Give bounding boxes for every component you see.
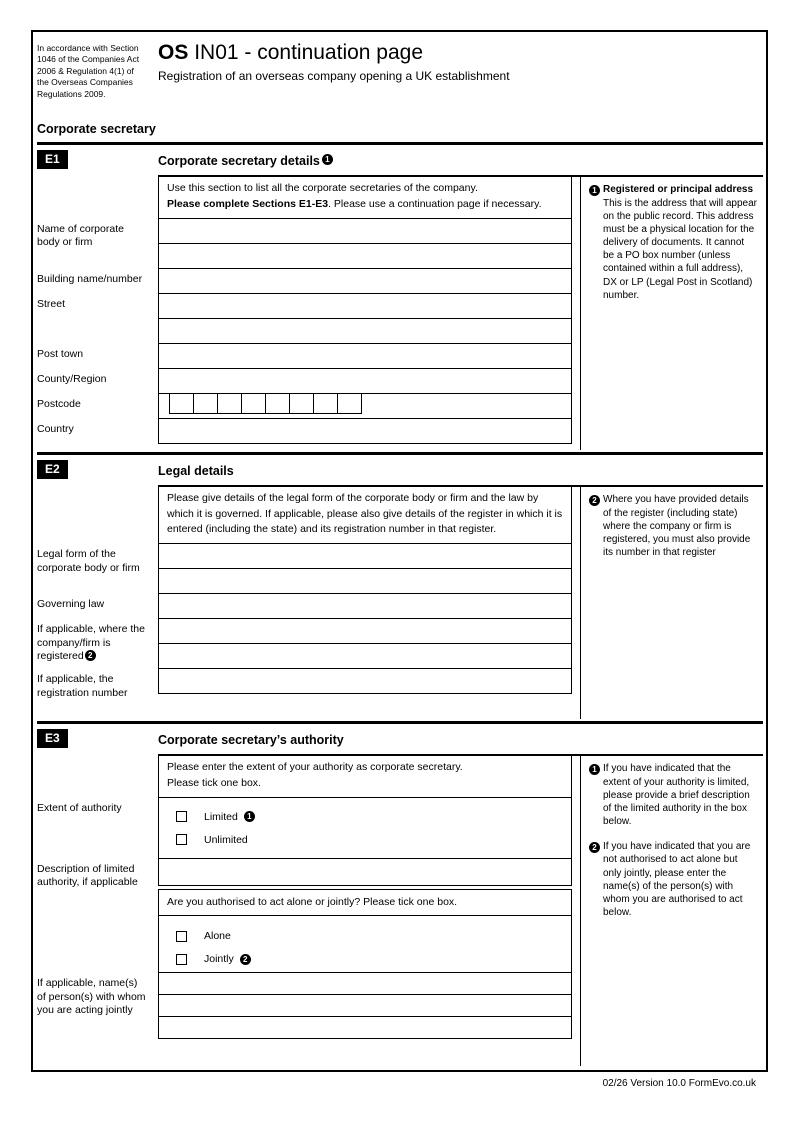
corporate-body-name-label: Name of corporate body or firm [37,222,124,249]
postcode-cell-8[interactable] [337,393,362,414]
unlimited-checkbox[interactable] [176,834,187,845]
note-1-marker-icon: 1 [322,154,333,165]
country-input[interactable] [158,418,572,444]
e1-intro-line1: Use this section to list all the corporate secretaries of the company. [167,182,478,195]
e3-sidenote [580,756,763,1066]
registration-number-row [37,668,572,700]
e1-header [37,149,763,177]
e2-badge: E2 [37,460,68,479]
postcode-cell-7[interactable] [313,393,338,414]
section-divider [37,452,763,455]
jointly-checkbox[interactable] [176,954,187,965]
section-e3 [37,728,763,1066]
joint-names-input-line-2[interactable] [158,994,572,1017]
page-heading: Corporate secretary [37,122,156,137]
title-block [158,40,763,100]
e1-intro-rest: . Please use a continuation page if necessary. [328,197,542,210]
post-town-row [37,343,572,369]
alone-or-jointly-question: Are you authorised to act alone or jointly? Please tick one box. [158,889,572,916]
e2-sidenote [580,487,763,719]
note-2-icon: 2 [589,842,600,853]
note-2-icon: 2 [589,495,600,506]
e3-badge: E3 [37,729,68,748]
alone-or-jointly-options-box [158,915,572,973]
unlimited-label: Unlimited [204,833,248,846]
e1-fields [37,177,572,450]
country-row [37,418,572,444]
legal-form-label: Legal form of the corporate body or firm [37,548,140,574]
street-input-line-1[interactable] [158,293,572,319]
street-input-line-2[interactable] [158,318,572,344]
form-title [158,41,763,65]
e3-note1-body: If you have indicated that the extent of your authority is limited, please provide a brief description of the limited authority in the box below. [603,763,750,828]
e2-title: Legal details [158,464,234,479]
alone-checkbox[interactable] [176,931,187,942]
governing-law-row [37,593,572,619]
e3-intro-line2: Please tick one box. [167,776,261,789]
e1-sidenote [580,177,763,450]
street-row [37,293,572,344]
form-header [37,32,763,100]
postcode-field [158,393,572,419]
alone-label: Alone [204,930,231,943]
e1-badge: E1 [37,150,68,169]
where-registered-row [37,618,572,669]
footer-version-text: 02/26 Version 10.0 FormEvo.co.uk [602,1078,756,1089]
note-2-marker-icon: 2 [85,650,96,661]
limited-authority-description-label: Description of limited authority, if applicable [37,862,138,889]
note-1-icon: 1 [589,185,600,196]
county-input[interactable] [158,368,572,394]
legal-form-input-line-2[interactable] [158,568,572,594]
post-town-input[interactable] [158,343,572,369]
joint-names-row [37,972,572,1039]
limited-label: Limited [204,810,238,823]
limited-authority-description-input[interactable] [158,858,572,886]
note-1-icon: 1 [589,764,600,775]
section-divider [37,142,763,145]
section-e2 [37,459,763,719]
e3-note2-body: If you have indicated that you are not authorised to act alone but only jointly, please enter the name(s) of the person(s) with whom you are authorised to act below. [603,841,751,919]
where-registered-label: If applicable, where the company/firm is registered 2 [37,623,145,663]
governing-law-label: Governing law [37,598,105,610]
legal-form-row [37,543,572,594]
building-row [37,268,572,294]
legal-form-input-line-1[interactable] [158,543,572,569]
form-subtitle: Registration of an overseas company opening a UK establishment [158,69,510,83]
postcode-label: Postcode [37,397,81,410]
note-2-marker-icon: 2 [240,954,251,965]
e1-note-body: This is the address that will appear on the public record. This address must be a physical location for the delivery of documents. It cannot be a PO box number (unless contained within a full address), DX or LP (Legal Post in Scotland) number. [603,197,757,301]
postcode-cell-6[interactable] [289,393,314,414]
postcode-cell-2[interactable] [193,393,218,414]
e1-title: Corporate secretary details [158,154,320,169]
extent-of-authority-label: Extent of authority [37,801,122,814]
joint-names-input-line-1[interactable] [158,972,572,995]
post-town-label: Post town [37,347,84,360]
section-e1 [37,149,763,450]
extent-of-authority-row [37,797,572,859]
county-label: County/Region [37,372,107,385]
note-1-marker-icon: 1 [244,811,255,822]
street-label: Street [37,297,66,310]
registration-number-label: If applicable, the registration number [37,673,128,699]
e3-fields [37,756,572,1066]
postcode-row [37,393,572,419]
form-code: OS [158,41,189,64]
form-sheet [31,30,768,1072]
e2-note-body: Where you have provided details of the register (including state) where the company or firm is registered, you must also provide its number in that register [603,494,751,559]
corporate-body-name-input-line-1[interactable] [158,218,572,244]
e1-intro-bold: Please complete Sections E1-E3 [167,197,329,210]
statute-text: In accordance with Section 1046 of the Companies Act 2006 & Regulation 4(1) of the Overseas Companies Regulations 2009. [37,43,140,99]
e2-fields [37,487,572,719]
form-title-text: IN01 - continuation page [194,41,424,64]
county-row [37,368,572,394]
registration-number-input[interactable] [158,668,572,694]
extent-options-box [158,797,572,859]
limited-checkbox[interactable] [176,811,187,822]
building-label: Building name/number [37,272,143,285]
where-registered-input-line-1[interactable] [158,618,572,644]
e2-intro: Please give details of the legal form of the corporate body or firm and the law by which it is governed. If applicable, please also give details of the register in which it is entered (including the state) and its registration number in that register. [158,487,572,544]
alone-or-jointly-options-row [37,915,572,973]
joint-names-input-line-3[interactable] [158,1016,572,1039]
e3-intro-line1: Please enter the extent of your authority as corporate secretary. [167,761,463,774]
postcode-cell-1[interactable] [169,393,194,414]
alone-or-jointly-question-row [37,889,572,916]
e3-title: Corporate secretary’s authority [158,733,344,748]
e3-header [37,728,763,756]
governing-law-input[interactable] [158,593,572,619]
corporate-body-name-input-line-2[interactable] [158,243,572,269]
jointly-label: Jointly [204,953,234,966]
e2-header [37,459,763,487]
joint-names-label: If applicable, name(s) of person(s) with whom you are acting jointly [37,977,146,1017]
e3-intro [158,756,572,797]
building-input[interactable] [158,268,572,294]
section-divider [37,721,763,724]
limited-authority-description-row [37,858,572,890]
country-label: Country [37,422,74,435]
postcode-cell-4[interactable] [241,393,266,414]
postcode-cell-5[interactable] [265,393,290,414]
e1-intro [158,177,572,218]
corporate-body-name-row [37,218,572,269]
e1-intro-line2 [167,197,563,212]
where-registered-input-line-2[interactable] [158,643,572,669]
e1-note-title: Registered or principal address [603,184,754,196]
postcode-cell-3[interactable] [217,393,242,414]
